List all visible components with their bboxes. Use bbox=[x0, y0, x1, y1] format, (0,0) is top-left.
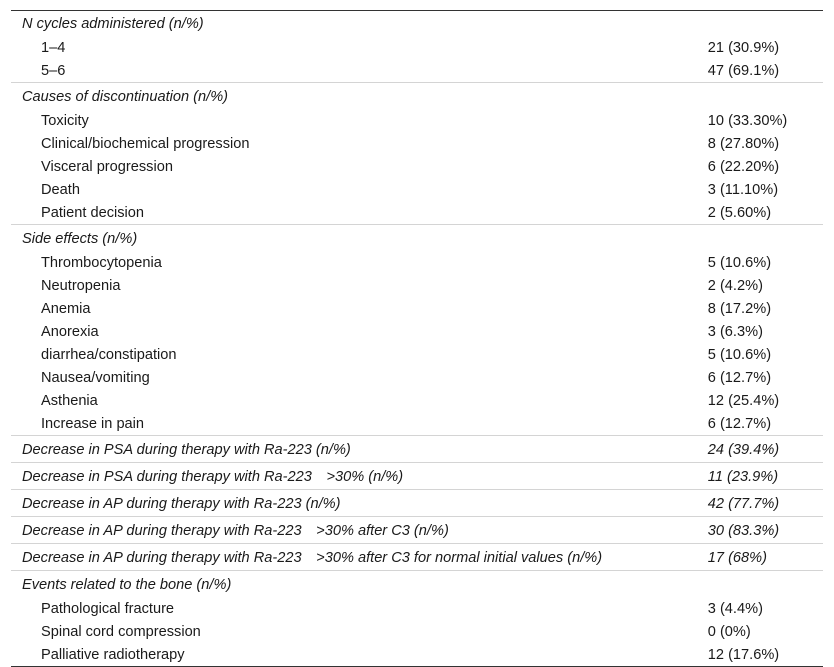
row-label: 1–4 bbox=[41, 39, 66, 56]
row-value: 6 (22.20%) bbox=[707, 158, 780, 175]
row-value: 6 (12.7%) bbox=[707, 369, 772, 386]
table-section-row bbox=[11, 83, 823, 110]
row-value: 0 (0%) bbox=[707, 623, 751, 640]
table-section-row bbox=[11, 11, 823, 37]
row-label: Palliative radiotherapy bbox=[41, 646, 185, 663]
row-label: Clinical/biochemical progression bbox=[41, 135, 250, 152]
results-table-body bbox=[11, 11, 823, 667]
table-row bbox=[11, 389, 823, 412]
table-section-row bbox=[11, 490, 823, 517]
row-label: Decrease in AP during therapy with Ra-223 >30% after C3 for normal initial values (n/%) bbox=[11, 544, 708, 571]
row-value: 47 (69.1%) bbox=[707, 62, 780, 79]
table-row bbox=[11, 620, 823, 643]
row-value: 24 (39.4%) bbox=[708, 436, 823, 463]
row-label: Neutropenia bbox=[41, 277, 121, 294]
row-label: Toxicity bbox=[41, 112, 89, 129]
row-value bbox=[708, 11, 823, 37]
row-label: Pathological fracture bbox=[41, 600, 175, 617]
table-row bbox=[11, 109, 823, 132]
row-value: 3 (6.3%) bbox=[707, 323, 763, 340]
table-section-row bbox=[11, 517, 823, 544]
table-row bbox=[11, 59, 823, 83]
row-label: diarrhea/constipation bbox=[41, 346, 177, 363]
results-table-container bbox=[11, 10, 823, 667]
row-value: 8 (17.2%) bbox=[707, 300, 772, 317]
row-label: Visceral progression bbox=[41, 158, 173, 175]
row-label: Side effects (n/%) bbox=[11, 225, 708, 252]
row-value: 2 (4.2%) bbox=[707, 277, 763, 294]
table-row bbox=[11, 643, 823, 667]
row-value: 42 (77.7%) bbox=[708, 490, 823, 517]
row-value: 3 (4.4%) bbox=[707, 600, 763, 617]
row-value: 5 (10.6%) bbox=[707, 254, 772, 271]
row-label: Asthenia bbox=[41, 392, 98, 409]
row-value: 30 (83.3%) bbox=[708, 517, 823, 544]
row-label: Anorexia bbox=[41, 323, 99, 340]
row-value: 12 (25.4%) bbox=[707, 392, 780, 409]
row-value: 5 (10.6%) bbox=[707, 346, 772, 363]
table-section-row bbox=[11, 544, 823, 571]
row-value: 17 (68%) bbox=[708, 544, 823, 571]
row-value: 8 (27.80%) bbox=[707, 135, 780, 152]
table-row bbox=[11, 412, 823, 436]
row-label: Events related to the bone (n/%) bbox=[11, 571, 708, 598]
table-row bbox=[11, 343, 823, 366]
row-label: Increase in pain bbox=[41, 415, 145, 432]
table-row bbox=[11, 366, 823, 389]
row-value: 3 (11.10%) bbox=[707, 181, 779, 198]
table-section-row bbox=[11, 436, 823, 463]
row-value bbox=[708, 571, 823, 598]
row-value: 6 (12.7%) bbox=[707, 415, 772, 432]
table-row bbox=[11, 320, 823, 343]
row-label: Spinal cord compression bbox=[41, 623, 201, 640]
row-label: Thrombocytopenia bbox=[41, 254, 162, 271]
row-value: 21 (30.9%) bbox=[707, 39, 780, 56]
row-label: Anemia bbox=[41, 300, 91, 317]
table-section-row bbox=[11, 225, 823, 252]
row-label: Nausea/vomiting bbox=[41, 369, 150, 386]
results-table bbox=[11, 10, 823, 667]
table-row bbox=[11, 251, 823, 274]
row-label: Causes of discontinuation (n/%) bbox=[11, 83, 708, 110]
table-row bbox=[11, 597, 823, 620]
table-row bbox=[11, 178, 823, 201]
row-label: Decrease in PSA during therapy with Ra-223 (n/%) bbox=[11, 436, 708, 463]
table-row bbox=[11, 36, 823, 59]
row-value bbox=[708, 225, 823, 252]
table-row bbox=[11, 132, 823, 155]
table-row bbox=[11, 201, 823, 225]
row-value: 12 (17.6%) bbox=[707, 646, 780, 663]
row-label: N cycles administered (n/%) bbox=[22, 16, 204, 32]
row-value bbox=[708, 83, 823, 110]
row-label: Decrease in AP during therapy with Ra-223 (n/%) bbox=[11, 490, 708, 517]
table-row bbox=[11, 297, 823, 320]
row-value: 2 (5.60%) bbox=[707, 204, 772, 221]
row-label: Patient decision bbox=[41, 204, 145, 221]
row-label: Decrease in AP during therapy with Ra-223 >30% after C3 (n/%) bbox=[11, 517, 708, 544]
row-label: Death bbox=[41, 181, 80, 198]
row-value: 10 (33.30%) bbox=[707, 112, 788, 129]
row-label: 5–6 bbox=[41, 62, 66, 79]
table-row bbox=[11, 274, 823, 297]
table-section-row bbox=[11, 571, 823, 598]
table-row bbox=[11, 155, 823, 178]
row-value: 11 (23.9%) bbox=[708, 463, 823, 490]
table-section-row bbox=[11, 463, 823, 490]
row-label: Decrease in PSA during therapy with Ra-223 >30% (n/%) bbox=[11, 463, 708, 490]
